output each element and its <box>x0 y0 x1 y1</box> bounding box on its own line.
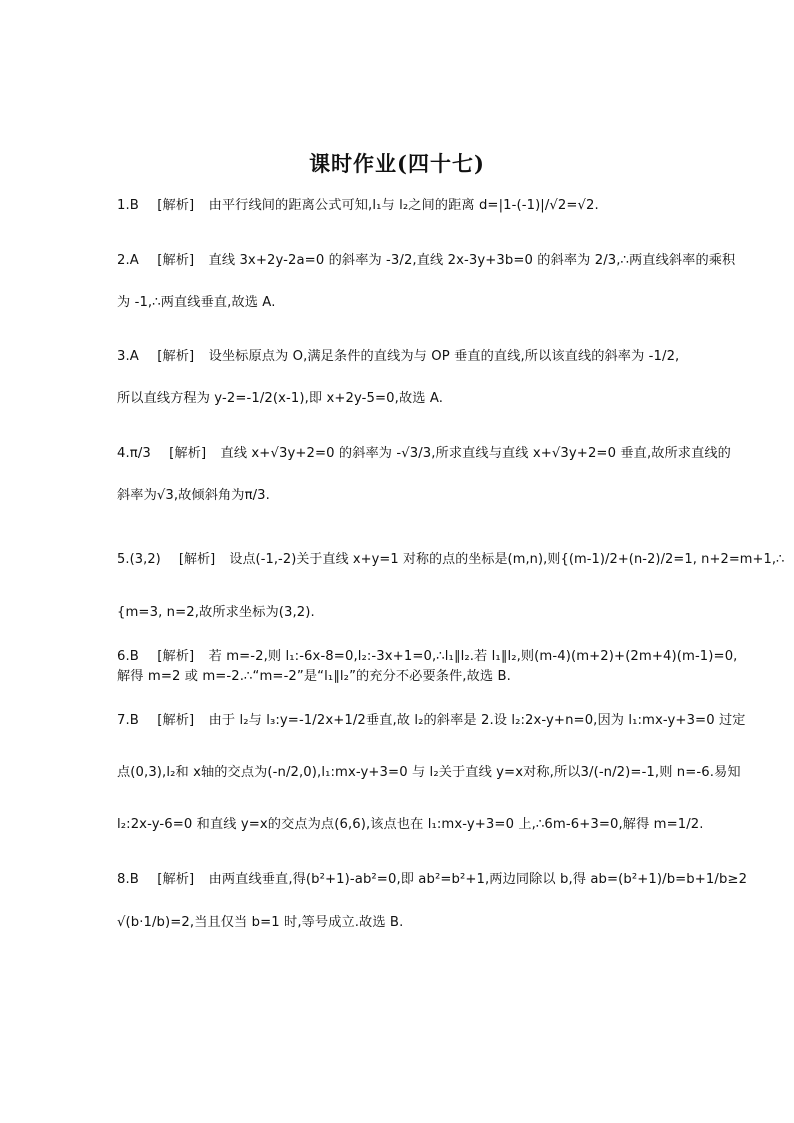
answer-text: 直线 3x+2y-2a=0 的斜率为 -3/2,直线 2x-3y+3b=0 的斜率为 2/3,∴两直线斜率的乘积 <box>208 253 736 268</box>
answer-text: 由平行线间的距离公式可知,l₁与 l₂之间的距离 d=|1-(-1)|/√2=√2. <box>208 198 599 213</box>
answer-text: 由两直线垂直,得(b²+1)-ab²=0,即 ab²=b²+1,两边同除以 b,得 ab=(b²+1)/b=b+1/b≥2 <box>208 872 748 887</box>
analysis-tag: [解析] <box>157 349 195 364</box>
analysis-tag: [解析] <box>169 446 207 461</box>
answer-text: 为 -1,∴两直线垂直,故选 A. <box>117 295 276 310</box>
answer-number: 6.B <box>117 649 139 664</box>
answer-text: 若 m=-2,则 l₁:-6x-8=0,l₂:-3x+1=0,∴l₁∥l₂.若 l₁∥l₂,则(m-4)(m+2)+(2m+4)(m-1)=0, <box>208 649 738 664</box>
answer-text: 点(0,3),l₂和 x轴的交点为(-n/2,0),l₁:mx-y+3=0 与 l₂关于直线 y=x对称,所以3/(-n/2)=-1,则 n=-6.易知 <box>117 765 741 780</box>
answer-7 <box>117 711 746 731</box>
answer-number: 4.π/3 <box>117 446 151 461</box>
answer-6 <box>117 647 737 667</box>
answer-4-cont <box>117 486 270 506</box>
answer-text: 设坐标原点为 O,满足条件的直线为与 OP 垂直的直线,所以该直线的斜率为 -1/2, <box>208 349 680 364</box>
answer-text: 由于 l₂与 l₃:y=-1/2x+1/2垂直,故 l₂的斜率是 2.设 l₂:2x-y+n=0,因为 l₁:mx-y+3=0 过定 <box>208 713 746 728</box>
answer-number: 5.(3,2) <box>117 552 161 567</box>
answer-8-cont <box>117 913 403 933</box>
answer-2-cont <box>117 293 276 313</box>
answer-number: 1.B <box>117 198 139 213</box>
answer-text: √(b·1/b)=2,当且仅当 b=1 时,等号成立.故选 B. <box>117 915 404 930</box>
answer-1 <box>117 196 599 216</box>
answer-5 <box>117 550 784 570</box>
answer-text: 直线 x+√3y+2=0 的斜率为 -√3/3,所求直线与直线 x+√3y+2=0 垂直,故所求直线的 <box>220 446 731 461</box>
analysis-tag: [解析] <box>178 552 216 567</box>
answer-number: 2.A <box>117 253 139 268</box>
answer-6-cont <box>117 667 511 687</box>
analysis-tag: [解析] <box>157 198 195 213</box>
answer-text: l₂:2x-y-6=0 和直线 y=x的交点为点(6,6),该点也在 l₁:mx-y+3=0 上,∴6m-6+3=0,解得 m=1/2. <box>117 817 704 832</box>
answer-5-cont <box>117 603 315 623</box>
answer-7-cont-1 <box>117 763 741 783</box>
analysis-tag: [解析] <box>157 872 195 887</box>
answer-8 <box>117 870 747 890</box>
answer-text: 斜率为√3,故倾斜角为π/3. <box>117 488 270 503</box>
answer-number: 3.A <box>117 349 139 364</box>
answer-text: {m=3, n=2,故所求坐标为(3,2). <box>117 605 315 620</box>
answer-2 <box>117 251 735 271</box>
answer-7-cont-2 <box>117 815 704 835</box>
answer-number: 7.B <box>117 713 139 728</box>
answer-number: 8.B <box>117 872 139 887</box>
page-title: 课时作业(四十七) <box>309 151 485 176</box>
answer-4 <box>117 444 731 464</box>
analysis-tag: [解析] <box>157 649 195 664</box>
answer-text: 所以直线方程为 y-2=-1/2(x-1),即 x+2y-5=0,故选 A. <box>117 391 444 406</box>
analysis-tag: [解析] <box>157 713 195 728</box>
answer-3 <box>117 347 679 367</box>
answer-3-cont <box>117 389 443 409</box>
answer-text: 解得 m=2 或 m=-2.∴“m=-2”是“l₁∥l₂”的充分不必要条件,故选 B. <box>117 669 511 684</box>
answer-text: 设点(-1,-2)关于直线 x+y=1 对称的点的坐标是(m,n),则{(m-1)/2+(n-2)/2=1, n+2=m+1,∴ <box>229 552 785 567</box>
analysis-tag: [解析] <box>157 253 195 268</box>
